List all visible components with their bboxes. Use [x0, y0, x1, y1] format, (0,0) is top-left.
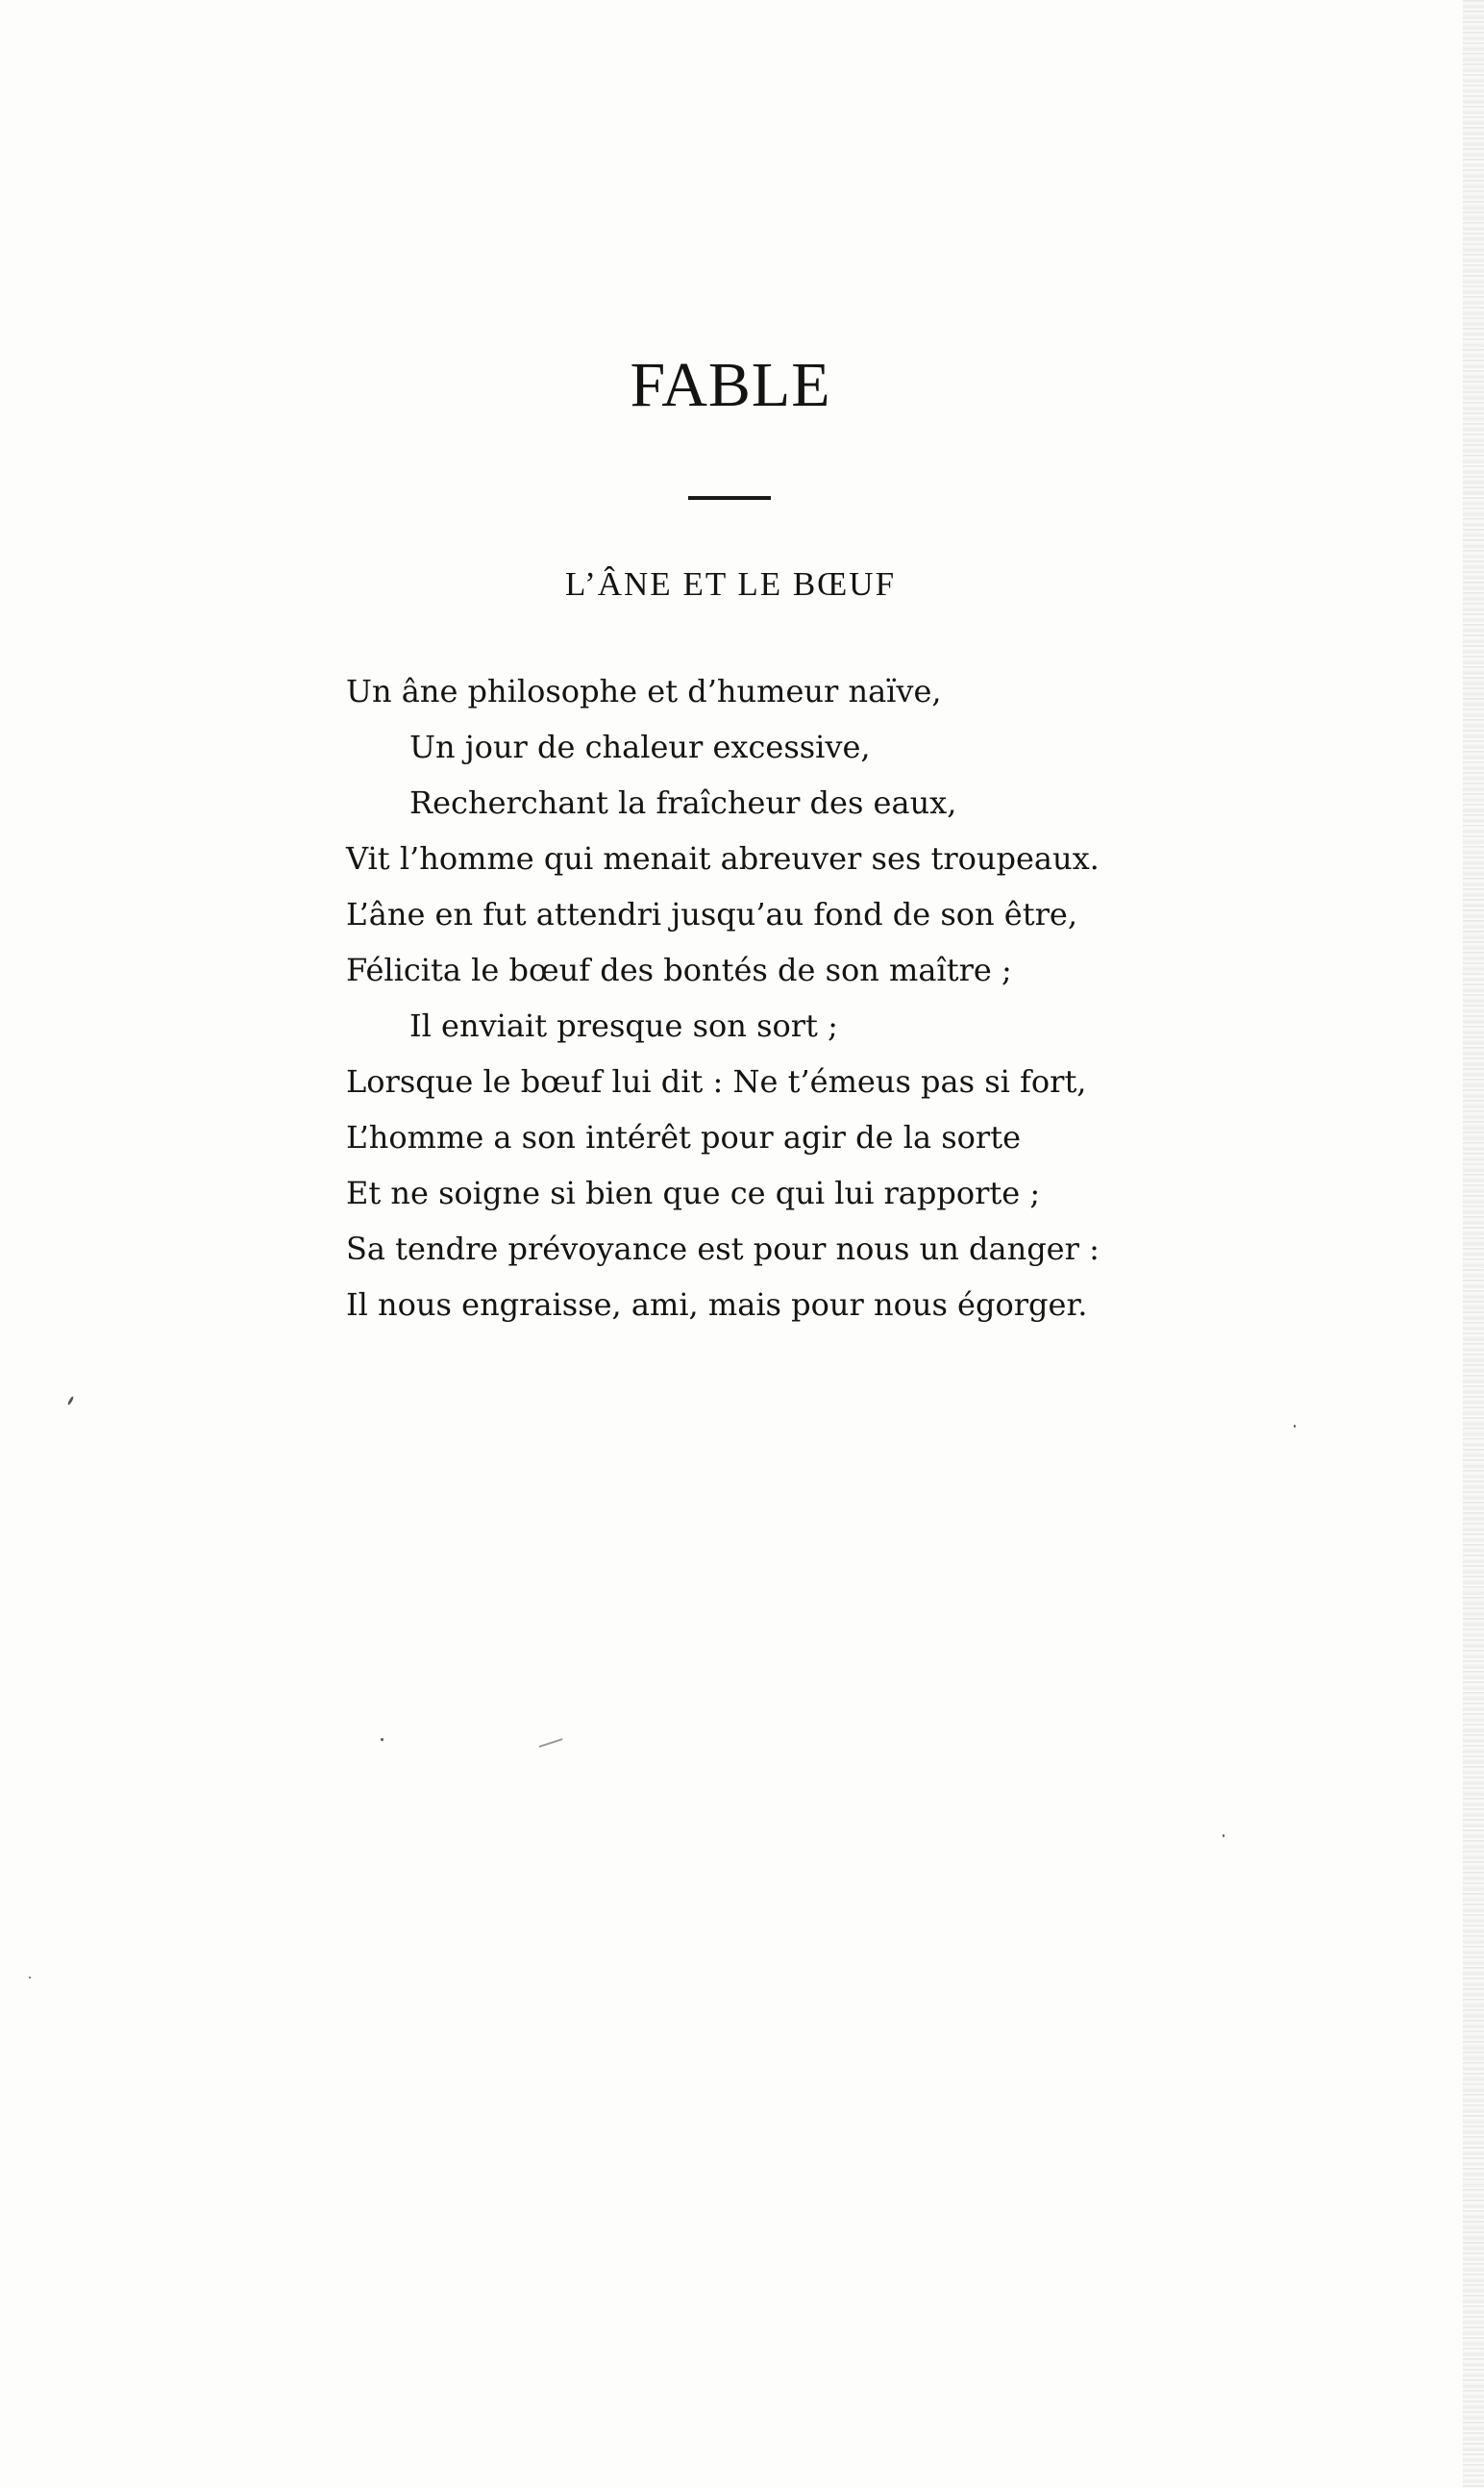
scan-speck — [67, 1396, 75, 1406]
poem-line: Recherchant la fraîcheur des eaux, — [409, 784, 957, 821]
poem-line: Vit l’homme qui menait abreuver ses troupeaux. — [346, 840, 1100, 877]
poem-line: Il enviait presque son sort ; — [409, 1008, 838, 1044]
page-title: FABLE — [630, 350, 831, 420]
poem-line: Sa tendre prévoyance est pour nous un danger : — [346, 1231, 1100, 1267]
poem-line: Lorsque le bœuf lui dit : Ne t’émeus pas si fort, — [346, 1063, 1087, 1100]
scan-edge — [1463, 0, 1484, 2488]
scan-speck — [1294, 1425, 1296, 1428]
scan-speck — [381, 1738, 383, 1741]
poem-line: Un jour de chaleur excessive, — [409, 729, 871, 765]
poem-line: Et ne soigne si bien que ce qui lui rapporte ; — [346, 1175, 1041, 1211]
poem-line: L’homme a son intérêt pour agir de la sorte — [346, 1119, 1021, 1156]
scan-speck — [1223, 1834, 1224, 1837]
poem-line: Un âne philosophe et d’humeur naïve, — [346, 673, 942, 709]
scan-speck — [538, 1738, 562, 1748]
scan-speck — [29, 1977, 31, 1978]
fable-subtitle: L’ÂNE ET LE BŒUF — [564, 565, 897, 603]
poem-line: L’âne en fut attendri jusqu’au fond de son être, — [346, 896, 1077, 933]
poem — [346, 663, 1307, 1332]
title-rule — [688, 496, 771, 500]
poem-line: Félicita le bœuf des bontés de son maître ; — [346, 952, 1012, 988]
poem-line: Il nous engraisse, ami, mais pour nous égorger. — [346, 1286, 1088, 1323]
